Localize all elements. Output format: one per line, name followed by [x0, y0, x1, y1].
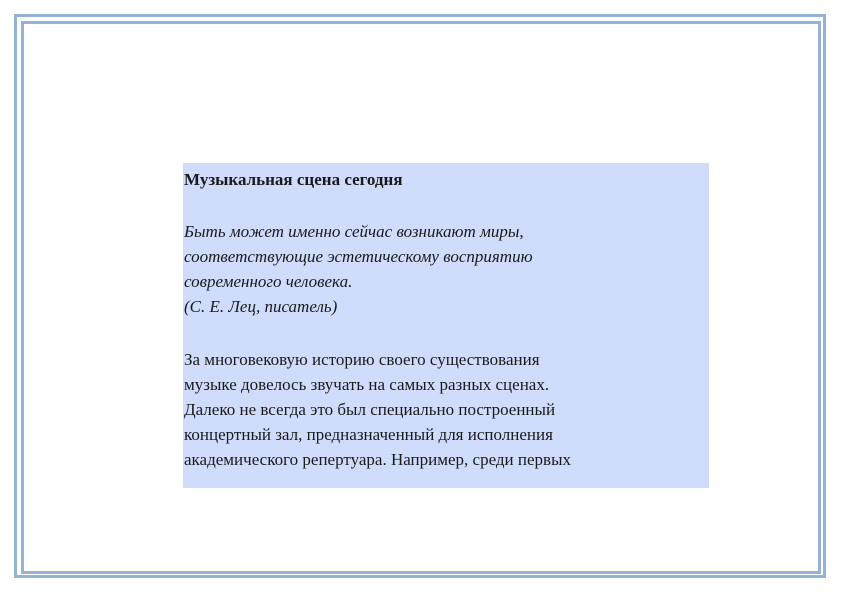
epigraph-line: современного человека. [184, 272, 353, 291]
body-line: музыке довелось звучать на самых разных сценах. [184, 375, 550, 394]
text-block [183, 163, 709, 488]
body-line: концертный зал, предназначенный для исполнения [184, 425, 553, 444]
body-line: Далеко не всегда это был специально построенный [184, 400, 556, 419]
document-title: Музыкальная сцена сегодня [184, 170, 403, 189]
epigraph-line: Быть может именно сейчас возникают миры, [184, 222, 524, 241]
epigraph-attribution: (С. Е. Лец, писатель) [184, 297, 338, 316]
body-line: За многовековую историю своего существования [184, 350, 540, 369]
epigraph-line: соответствующие эстетическому восприятию [184, 247, 533, 266]
body-line: академического репертуара. Например, среди первых [184, 450, 571, 469]
